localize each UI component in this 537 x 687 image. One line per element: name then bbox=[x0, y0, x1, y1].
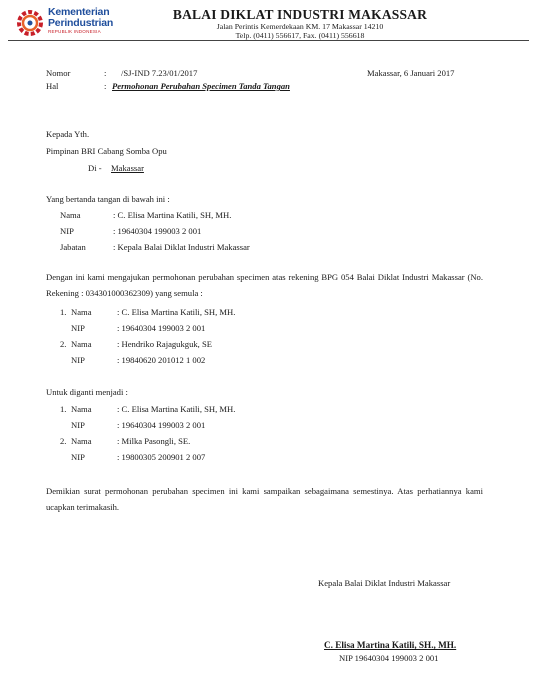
new-item-1-nip-label: NIP bbox=[71, 420, 85, 430]
closing-paragraph: Demikian surat permohonan perubahan specimen ini kami sampaikan sebagaimana semestinya. Atas perhatiannya kami ucapkan terimakasih. bbox=[46, 486, 483, 512]
new-item-2-nip-label: NIP bbox=[71, 452, 85, 462]
signer-intro: Yang bertanda tangan di bawah ini : bbox=[46, 194, 170, 204]
logo-line-1: Kementerian bbox=[48, 6, 110, 18]
hal-separator: : bbox=[104, 81, 107, 91]
new-item-1-name-value: : C. Elisa Martina Katili, SH, MH. bbox=[117, 404, 236, 414]
new-item-2-name-label: Nama bbox=[71, 436, 92, 446]
nomor-separator: : bbox=[104, 68, 107, 78]
signer-name-label: Nama bbox=[60, 210, 81, 220]
recipient-name: Pimpinan BRI Cabang Somba Opu bbox=[46, 146, 167, 156]
replace-intro: Untuk diganti menjadi : bbox=[46, 387, 128, 397]
old-item-1-name-label: Nama bbox=[71, 307, 92, 317]
new-item-1-nip-value: : 19640304 199003 2 001 bbox=[117, 420, 206, 430]
old-item-1-name-value: : C. Elisa Martina Katili, SH, MH. bbox=[117, 307, 236, 317]
new-item-2-nip-value: : 19800305 200901 2 007 bbox=[117, 452, 206, 462]
signer-name-value: : C. Elisa Martina Katili, SH, MH. bbox=[113, 210, 232, 220]
recipient-greeting: Kepada Yth. bbox=[46, 129, 90, 139]
request-paragraph: Dengan ini kami mengajukan permohonan perubahan specimen atas rekening BPG 054 Balai Diklat Industri Makassar (No. Rekening : 034301000362309) yang semula : bbox=[46, 272, 483, 298]
institution-title: BALAI DIKLAT INDUSTRI MAKASSAR bbox=[172, 7, 428, 22]
old-item-2-name-label: Nama bbox=[71, 339, 92, 349]
signature-nip: NIP 19640304 199003 2 001 bbox=[339, 653, 439, 663]
signature-title: Kepala Balai Diklat Industri Makassar bbox=[318, 578, 451, 588]
nomor-value: /SJ-IND 7.23/01/2017 bbox=[121, 68, 198, 78]
old-item-2-number: 2. bbox=[60, 339, 67, 349]
nomor-label: Nomor bbox=[46, 68, 71, 78]
gear-logo-icon bbox=[16, 8, 44, 38]
signer-position-label: Jabatan bbox=[60, 242, 86, 252]
institution-phone: Telp. (0411) 556617, Fax. (0411) 556618 bbox=[235, 31, 365, 40]
new-item-2-name-value: : Milka Pasongli, SE. bbox=[117, 436, 191, 446]
new-item-1-number: 1. bbox=[60, 404, 67, 414]
ministry-logo bbox=[16, 6, 126, 40]
hal-value: Permohonan Perubahan Specimen Tanda Tangan bbox=[112, 81, 290, 91]
new-item-1-name-label: Nama bbox=[71, 404, 92, 414]
old-item-1-number: 1. bbox=[60, 307, 67, 317]
new-item-2-number: 2. bbox=[60, 436, 67, 446]
old-item-2-nip-label: NIP bbox=[71, 355, 85, 365]
old-item-2-name-value: : Hendriko Rajagukguk, SE bbox=[117, 339, 212, 349]
logo-line-3: REPUBLIK INDONESIA bbox=[48, 29, 101, 34]
recipient-city: Makassar bbox=[111, 163, 144, 173]
signer-position-value: : Kepala Balai Diklat Industri Makassar bbox=[113, 242, 250, 252]
old-item-2-nip-value: : 19840620 201012 1 002 bbox=[117, 355, 206, 365]
signature-name: C. Elisa Martina Katili, SH., MH. bbox=[324, 640, 457, 650]
signer-nip-label: NIP bbox=[60, 226, 74, 236]
hal-label: Hal bbox=[46, 81, 59, 91]
old-item-1-nip-label: NIP bbox=[71, 323, 85, 333]
old-item-1-nip-value: : 19640304 199003 2 001 bbox=[117, 323, 206, 333]
logo-line-2: Perindustrian bbox=[48, 17, 114, 29]
institution-address: Jalan Perintis Kemerdekaan KM. 17 Makassar 14210 bbox=[216, 22, 384, 31]
place-date: Makassar, 6 Januari 2017 bbox=[367, 68, 455, 78]
recipient-di-label: Di - bbox=[88, 163, 102, 173]
header-divider bbox=[8, 40, 529, 41]
signer-nip-value: : 19640304 199003 2 001 bbox=[113, 226, 202, 236]
